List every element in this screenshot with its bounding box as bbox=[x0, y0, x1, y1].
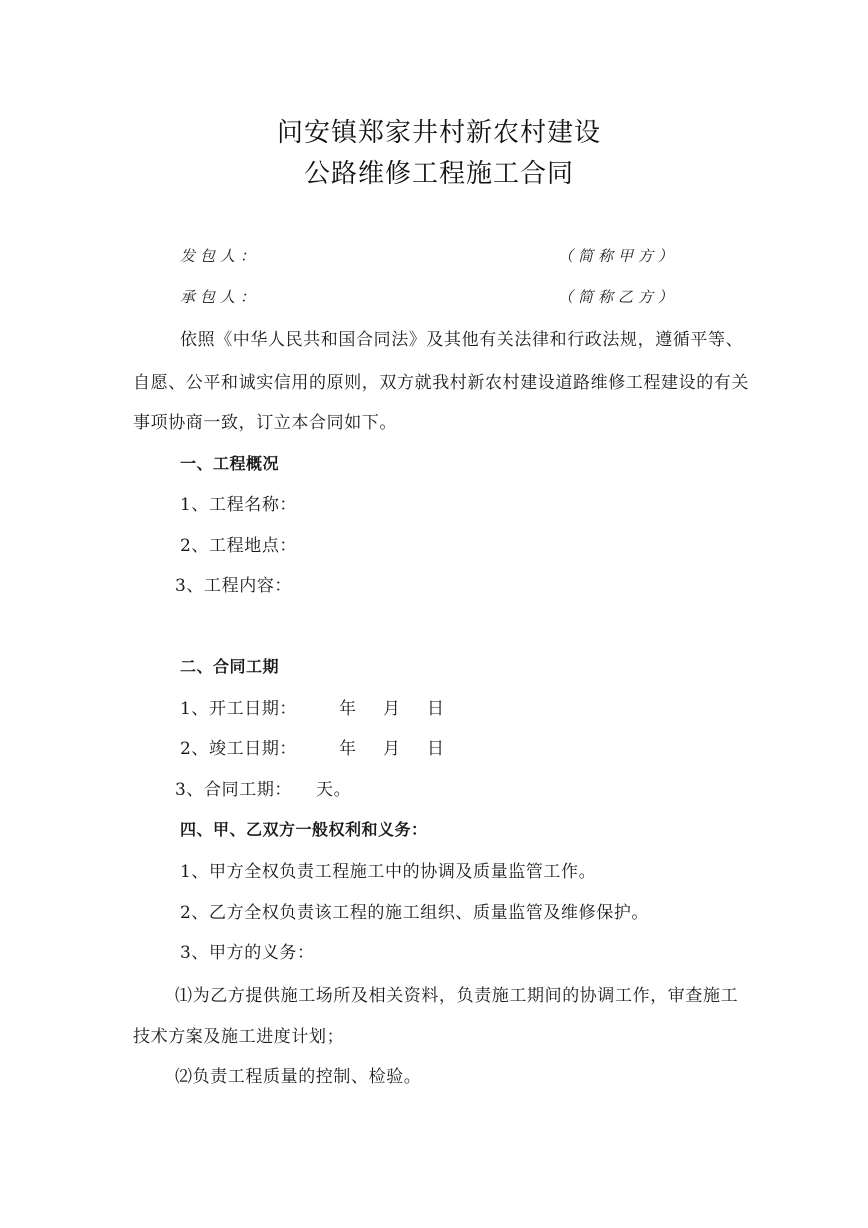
section-1-heading: 一、工程概况 bbox=[180, 454, 280, 473]
issuer-note: （简称甲方） bbox=[558, 247, 679, 265]
contractor-note: （简称乙方） bbox=[558, 288, 679, 306]
section-2-heading: 二、合同工期 bbox=[180, 657, 280, 676]
intro-line-2: 自愿、公平和诚实信用的原则，双方就我村新农村建设道路维修工程建设的有关 bbox=[133, 373, 749, 393]
end-date-year: 年 bbox=[339, 739, 357, 759]
title-line-1: 问安镇郑家井村新农村建设 bbox=[277, 118, 602, 148]
end-date-day: 日 bbox=[427, 739, 445, 759]
duty-1-line-2: 技术方案及施工进度计划； bbox=[133, 1027, 345, 1047]
intro-line-3: 事项协商一致，订立本合同如下。 bbox=[133, 413, 397, 433]
rights-item-1: 1、甲方全权负责工程施工中的协调及质量监管工作。 bbox=[180, 862, 597, 882]
duty-1-line-1: ⑴为乙方提供施工场所及相关资料，负责施工期间的协调工作，审查施工 bbox=[175, 986, 739, 1006]
end-date-month: 月 bbox=[383, 739, 401, 759]
title-line-2: 公路维修工程施工合同 bbox=[304, 159, 575, 189]
rights-item-3: 3、甲方的义务： bbox=[180, 943, 315, 963]
start-date-year: 年 bbox=[339, 699, 357, 719]
start-date-day: 日 bbox=[427, 699, 445, 719]
project-content-item: 3、工程内容： bbox=[175, 576, 293, 596]
start-date-month: 月 bbox=[383, 699, 401, 719]
end-date-label: 2、竣工日期： bbox=[180, 739, 298, 759]
project-name-item: 1、工程名称： bbox=[180, 495, 298, 515]
project-location-item: 2、工程地点： bbox=[180, 536, 298, 556]
section-4-heading: 四、甲、乙双方一般权利和义务： bbox=[180, 820, 428, 839]
start-date-label: 1、开工日期： bbox=[180, 699, 298, 719]
issuer-label: 发包人： bbox=[180, 247, 261, 265]
contractor-label: 承包人： bbox=[180, 288, 261, 306]
rights-item-2: 2、乙方全权负责该工程的施工组织、质量监管及维修保护。 bbox=[180, 903, 650, 923]
duration-label: 3、合同工期： bbox=[175, 780, 293, 800]
intro-line-1: 依照《中华人民共和国合同法》及其他有关法律和行政法规，遵循平等、 bbox=[180, 330, 744, 350]
duty-2: ⑵负责工程质量的控制、检验。 bbox=[175, 1067, 422, 1087]
duration-unit: 天。 bbox=[316, 780, 352, 800]
